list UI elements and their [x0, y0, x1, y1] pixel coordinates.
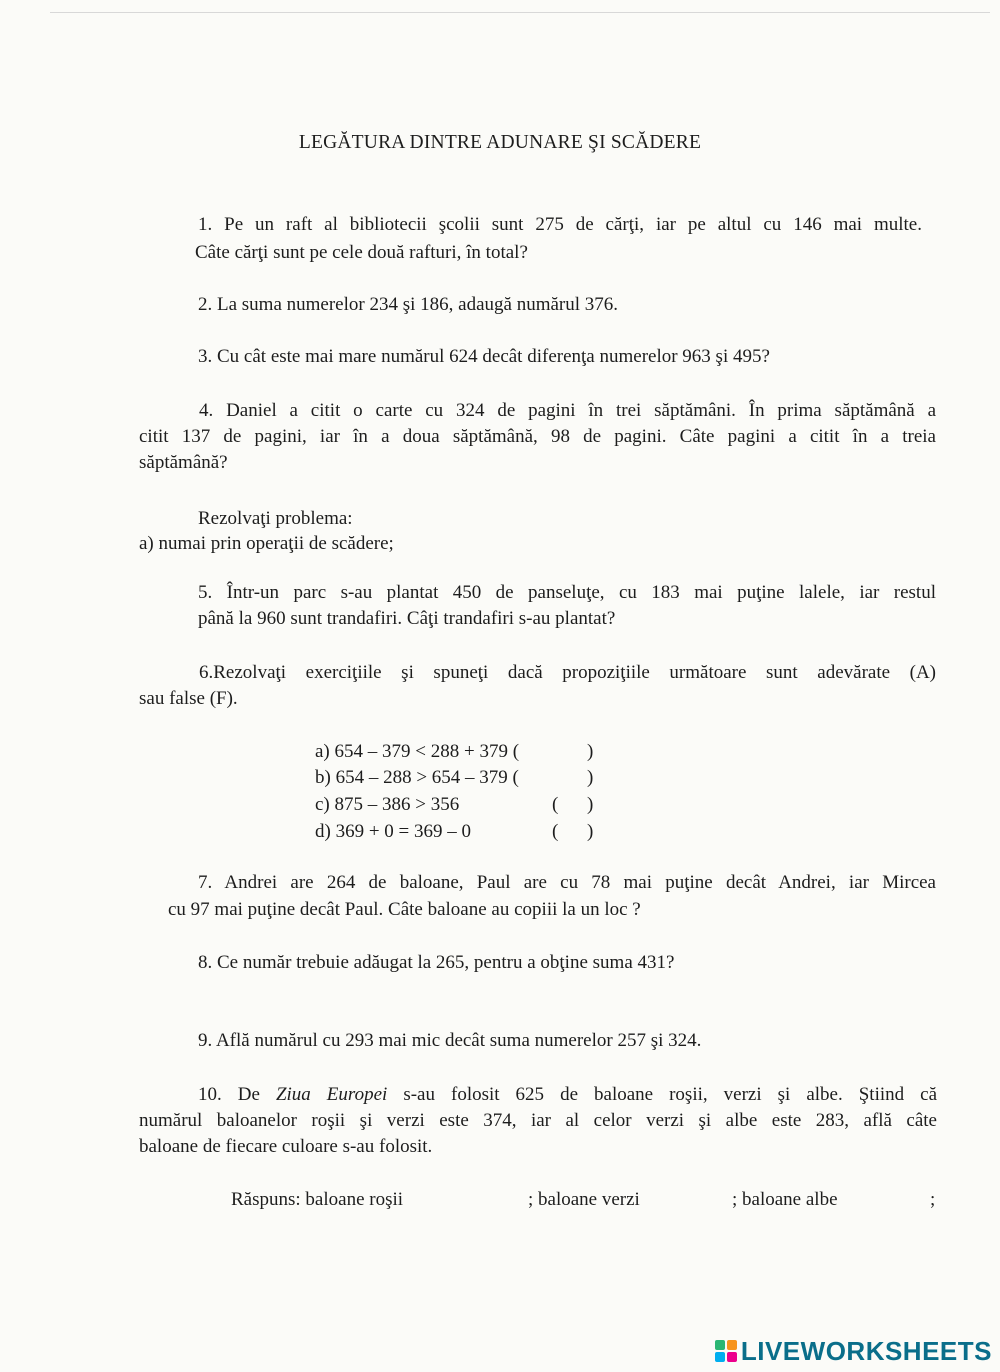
problem-4-line-2: citit 137 de pagini, iar în a doua săptămână, 98 de pagini. Câte pagini a citit în a treia [139, 426, 936, 447]
exercise-b-expression: b) 654 – 288 > 654 – 379 ( [315, 767, 519, 788]
problem-10-line-1 [198, 1082, 937, 1108]
answer-end-semicolon: ; [930, 1189, 936, 1210]
exercise-a-expression: a) 654 – 379 < 288 + 379 ( [315, 741, 520, 762]
problem-7-line-1: 7. Andrei are 264 de baloane, Paul are cu 78 mai puţine decât Andrei, iar Mircea [198, 872, 936, 893]
exercise-a [315, 738, 615, 766]
exercise-c [315, 791, 615, 819]
answer-label-verzi: ; baloane verzi [528, 1189, 640, 1210]
problem-2: 2. La suma numerelor 234 şi 186, adaugă numărul 376. [198, 294, 619, 315]
problem-1-line-1: 1. Pe un raft al bibliotecii şcolii sunt 275 de cărţi, iar pe altul cu 146 mai multe. [198, 214, 922, 235]
problem-10-rest: s-au folosit 625 de baloane roşii, verzi şi albe. Ştiind că [387, 1084, 938, 1105]
problem-1-line-2: Câte cărţi sunt pe cele două rafturi, în total? [195, 242, 528, 263]
problem-4-option-a: a) numai prin operaţii de scădere; [139, 533, 394, 554]
problem-4-line-1: 4. Daniel a citit o carte cu 324 de pagini în trei săptămâni. În prima săptămână a [199, 400, 936, 421]
answer-label-rosii: Răspuns: baloane roşii [231, 1189, 404, 1210]
exercise-b [315, 764, 615, 792]
top-border-line [50, 12, 990, 13]
exercise-c-close-paren: ) [587, 794, 594, 815]
answer-label-albe: ; baloane albe [732, 1189, 838, 1210]
problem-8: 8. Ce număr trebuie adăugat la 265, pentru a obţine suma 431? [198, 952, 675, 973]
problem-7-line-2: cu 97 mai puţine decât Paul. Câte baloane au copiii la un loc ? [168, 899, 641, 920]
logo-square-green [715, 1340, 725, 1350]
logo-square-blue [715, 1352, 725, 1362]
problem-10-line-3: baloane de fiecare culoare s-au folosit. [139, 1136, 433, 1157]
problem-6-line-1: 6.Rezolvaţi exerciţiile şi spuneţi dacă propoziţiile următoare sunt adevărate (A) [199, 662, 936, 683]
exercise-d [315, 818, 615, 846]
exercise-d-open-paren: ( [552, 821, 559, 842]
exercise-d-expression: d) 369 + 0 = 369 – 0 [315, 821, 472, 842]
liveworksheets-logo-icon [715, 1340, 737, 1362]
problem-6-line-2: sau false (F). [139, 688, 238, 709]
exercise-d-close-paren: ) [587, 821, 594, 842]
problem-3: 3. Cu cât este mai mare numărul 624 decât diferenţa numerelor 963 şi 495? [198, 346, 770, 367]
logo-square-orange [727, 1340, 737, 1350]
problem-9: 9. Află numărul cu 293 mai mic decât suma numerelor 257 şi 324. [198, 1030, 702, 1051]
problem-4-solve-label: Rezolvaţi problema: [198, 508, 353, 529]
exercise-b-close-paren: ) [587, 767, 594, 788]
problem-10-emphasis: Ziua Europei [275, 1084, 388, 1105]
liveworksheets-logo [715, 1334, 992, 1368]
exercise-c-expression: c) 875 – 386 > 356 [315, 794, 460, 815]
problem-10-line-2: numărul baloanelor roşii şi verzi este 374, iar al celor verzi şi albe este 283, află câte [139, 1110, 937, 1131]
logo-square-pink [727, 1352, 737, 1362]
liveworksheets-logo-text: LIVEWORKSHEETS [740, 1335, 992, 1366]
exercise-c-open-paren: ( [552, 794, 559, 815]
problem-5-line-2: până la 960 sunt trandafiri. Câţi trandafiri s-au plantat? [198, 608, 616, 629]
problem-4-line-3: săptămână? [139, 452, 228, 473]
page-title: LEGĂTURA DINTRE ADUNARE ŞI SCĂDERE [298, 132, 702, 153]
exercise-a-close-paren: ) [587, 741, 594, 762]
problem-5-line-1: 5. Într-un parc s-au plantat 450 de panseluţe, cu 183 mai puţine lalele, iar restul [198, 582, 936, 603]
problem-10-prefix: 10. De [198, 1084, 276, 1105]
